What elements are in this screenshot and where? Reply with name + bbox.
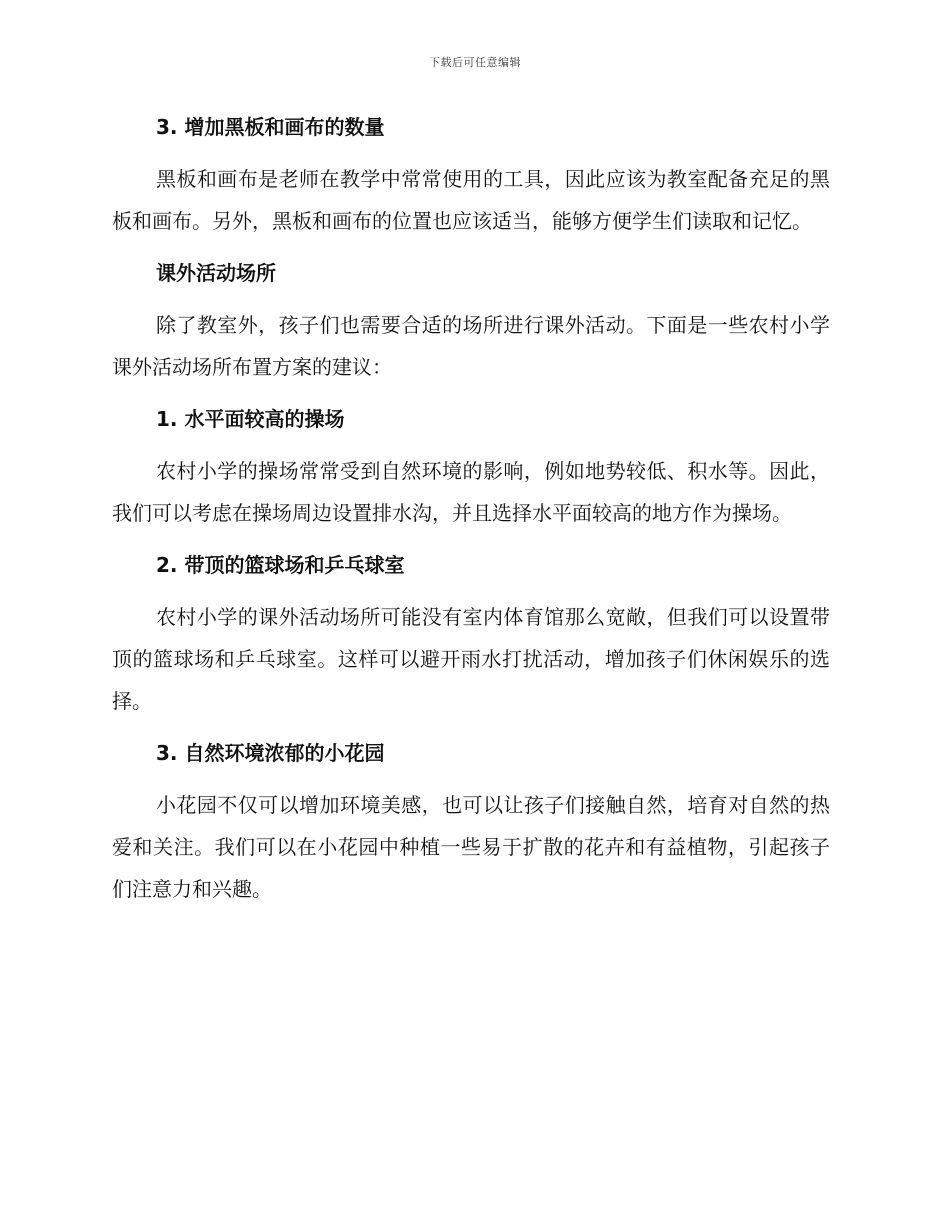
section <box>112 110 830 256</box>
section <box>112 256 830 402</box>
section-paragraph: 农村小学的课外活动场所可能没有室内体育馆那么宽敞，但我们可以设置带顶的篮球场和乒乓球室。这样可以避开雨水打扰活动，增加孩子们休闲娱乐的选择。 <box>112 605 830 713</box>
section-paragraph: 小花园不仅可以增加环境美感，也可以让孩子们接触自然，培育对自然的热爱和关注。我们可以在小花园中种植一些易于扩散的花卉和有益植物，引起孩子们注意力和兴趣。 <box>112 793 830 901</box>
section <box>112 548 830 736</box>
section <box>112 736 830 910</box>
section <box>112 402 830 548</box>
section-paragraph: 黑板和画布是老师在教学中常常使用的工具，因此应该为教室配备充足的黑板和画布。另外，黑板和画布的位置也应该适当，能够方便学生们读取和记忆。 <box>112 167 830 233</box>
section-paragraph: 农村小学的操场常常受到自然环境的影响，例如地势较低、积水等。因此，我们可以考虑在操场周边设置排水沟，并且选择水平面较高的地方作为操场。 <box>112 459 830 525</box>
section-heading: 课外活动场所 <box>156 261 276 285</box>
section-heading: 1. 水平面较高的操场 <box>156 407 345 431</box>
section-paragraph: 除了教室外，孩子们也需要合适的场所进行课外活动。下面是一些农村小学课外活动场所布置方案的建议： <box>112 313 830 379</box>
section-heading: 3. 自然环境浓郁的小花园 <box>156 741 385 765</box>
document-body <box>112 110 830 910</box>
section-heading: 3. 增加黑板和画布的数量 <box>156 115 385 139</box>
header-note: 下载后可任意编辑 <box>429 56 521 69</box>
section-heading: 2. 带顶的篮球场和乒乓球室 <box>156 553 405 577</box>
